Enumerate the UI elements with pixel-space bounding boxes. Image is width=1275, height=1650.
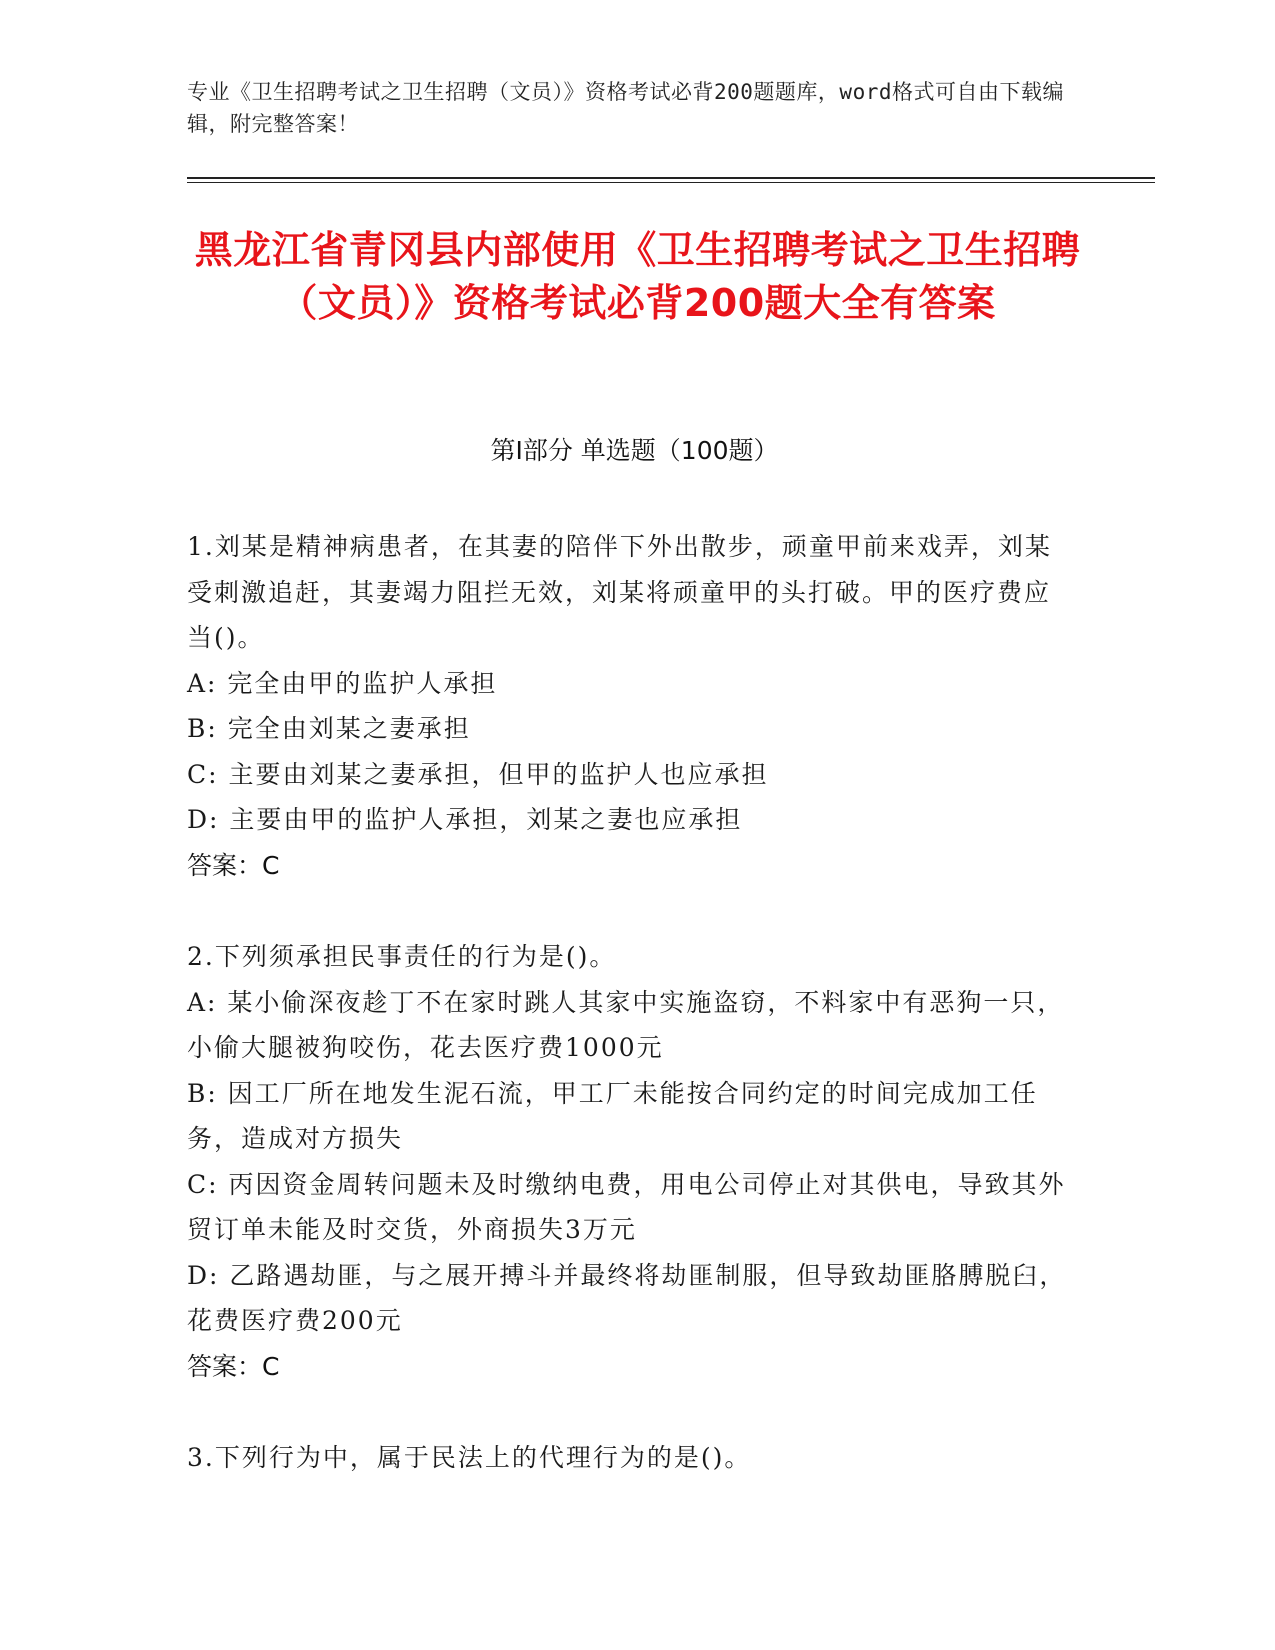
question-1	[187, 524, 1067, 888]
option-c: C: 主要由刘某之妻承担，但甲的监护人也应承担	[187, 759, 769, 789]
question-stem: 1.刘某是精神病患者，在其妻的陪伴下外出散步，顽童甲前来戏弄，刘某受刺激追赶，其妻竭力阻拦无效，刘某将顽童甲的头打破。甲的医疗费应当()。	[187, 532, 1052, 652]
option-b: B: 因工厂所在地发生泥石流，甲工厂未能按合同约定的时间完成加工任务，造成对方损失	[187, 1078, 1038, 1153]
question-stem: 2.下列须承担民事责任的行为是()。	[187, 942, 617, 971]
header-divider-thin	[187, 182, 1155, 183]
option-a: A: 完全由甲的监护人承担	[187, 668, 498, 698]
option-b: B: 完全由刘某之妻承担	[187, 714, 471, 743]
question-3	[187, 1435, 1067, 1481]
option-d: D: 乙路遇劫匪，与之展开搏斗并最终将劫匪制服，但导致劫匪胳膊脱臼，花费医疗费200元	[187, 1260, 1067, 1335]
question-stem: 3.下列行为中，属于民法上的代理行为的是()。	[187, 1443, 752, 1472]
header-note: 专业《卫生招聘考试之卫生招聘（文员）》资格考试必背200题题库，word格式可自由下载编辑，附完整答案！	[187, 80, 1064, 136]
question-2	[187, 934, 1067, 1389]
section-heading: 第Ⅰ部分 单选题（100题）	[490, 436, 779, 465]
option-d: D: 主要由甲的监护人承担，刘某之妻也应承担	[187, 805, 743, 834]
answer-line: 答案：C	[187, 1351, 280, 1381]
option-c: C: 丙因资金周转问题未及时缴纳电费，用电公司停止对其供电，导致其外贸订单未能及时交货，外商损失3万元	[187, 1169, 1066, 1244]
answer-line: 答案：C	[187, 850, 280, 880]
option-a: A: 某小偷深夜趁丁不在家时跳人其家中实施盗窃，不料家中有恶狗一只，小偷大腿被狗咬伤，花去医疗费1000元	[187, 987, 1065, 1062]
document-title: 黑龙江省青冈县内部使用《卫生招聘考试之卫生招聘（文员）》资格考试必背200题大全有答案	[194, 228, 1081, 325]
header-divider-thick	[187, 177, 1155, 179]
question-list	[187, 524, 1067, 1527]
